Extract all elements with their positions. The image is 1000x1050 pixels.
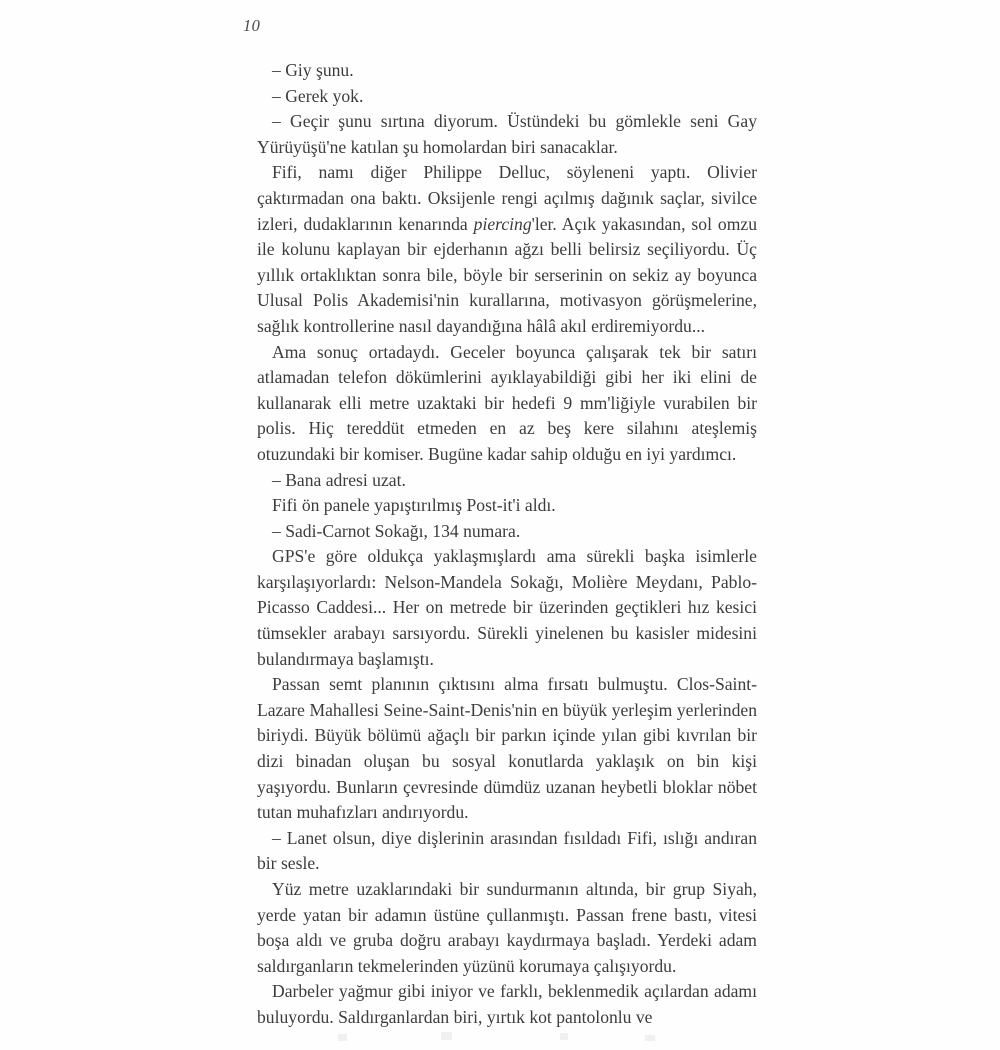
paragraph-narrative: Yüz metre uzaklarındaki bir sundurmanın altında, bir grup Siyah, yerde yatan bir adamın üstüne çullanmıştı. Passan frene bastı, vitesi boşa aldı ve gruba doğru arabayı kaydırmaya başladı. Yerdeki adam saldırganların tekmelerinden yüzünü korumaya çalışıyordu. <box>257 879 757 976</box>
paragraph-narrative: Ama sonuç ortadaydı. Geceler boyunca çalışarak tek bir satırı atlamadan telefon dökümlerini ayıklayabildiği gibi her iki elini de kullanarak elli metre uzaktaki bir hedefi 9 mm'liğiyle vurabilen bir polis. Hiç tereddüt etmeden en az beş kere silahını ateşlemiş otuzundaki bir komiser. Bugüne kadar sahip olduğu en iyi yardımcı. <box>257 341 757 464</box>
paragraph-narrative: Passan semt planının çıktısını alma fırsatı bulmuştu. Clos-Saint-Lazare Mahallesi Seine-Saint-Denis'nin en büyük yerleşim yerlerinden biriydi. Büyük bölümü ağaçlı bir parkın içinde yılan gibi kıvrılan bir dizi binadan oluşan bu sosyal konutlarda yaklaşık on bin kişi yaşıyordu. Bunların çevresinde dümdüz uzanan heybetli bloklar nöbet tutan muhafızları andırıyordu. <box>257 674 757 823</box>
paragraph-narrative: Fifi ön panele yapıştırılmış Post-it'i aldı. <box>272 495 556 516</box>
scan-speckle <box>560 1033 568 1040</box>
scan-artifact-speckles <box>0 1032 1000 1050</box>
paragraph-dialogue: – Bana adresi uzat. <box>272 469 406 490</box>
scan-speckle <box>338 1034 347 1041</box>
scan-speckle <box>441 1032 452 1040</box>
paragraph-narrative-cutoff: Darbeler yağmur gibi iniyor ve farklı, beklenmedik açılardan adamı buluyordu. Saldırganlardan biri, yırtık kot pantolonlu ve <box>257 981 757 1027</box>
paragraph-dialogue: – Sadi-Carnot Sokağı, 134 numara. <box>272 520 521 541</box>
paragraph-dialogue: – Giy şunu. <box>272 60 354 80</box>
page-number: 10 <box>243 16 261 35</box>
paragraph-dialogue: – Lanet olsun, diye dişlerinin arasından fısıldadı Fifi, ıslığı andıran bir sesle. <box>257 827 757 874</box>
paragraph-dialogue: – Geçir şunu sırtına diyorum. Üstündeki bu gömlekle seni Gay Yürüyüşü'ne katılan şu homolardan biri sanacaklar. <box>257 111 757 157</box>
paragraph-narrative: GPS'e göre oldukça yaklaşmışlardı ama sürekli başka isimlerle karşılaşıyorlardı: Nelson-Mandela Sokağı, Molière Meydanı, Pablo-Picasso Caddesi... Her on metrede bir üzerinden geçtikleri hız kesici tümsekler arabayı sarsıyordu. Sürekli yinelenen bu kasisler midesini bulandırmaya başlamıştı. <box>257 546 757 669</box>
page-text-body <box>257 58 757 1031</box>
scan-speckle <box>645 1035 655 1041</box>
italic-foreign-word: piercing <box>473 213 532 234</box>
paragraph-narrative <box>257 160 757 339</box>
paragraph-dialogue: – Gerek yok. <box>272 85 364 106</box>
text-run-before-italic: Fifi, namı diğer Philippe Delluc, söyleneni yaptı. Olivier çaktırmadan ona baktı. Oksijenle rengi açılmış dağınık saçlar, sivilce izleri, dudaklarının kenarında <box>257 162 757 234</box>
text-run-after-italic: 'ler. Açık yakasından, sol omzu ile kolunu kaplayan bir ejderhanın ağzı belli belirsiz seçiliyordu. Üç yıllık ortaklıktan sonra bile, böyle bir serserinin on sekiz ay boyunca Ulusal Polis Akademisi'nin kurallarına, motivasyon görüşmelerine, sağlık kontrollerine nasıl dayandığına hâlâ akıl erdiremiyordu... <box>257 213 757 336</box>
